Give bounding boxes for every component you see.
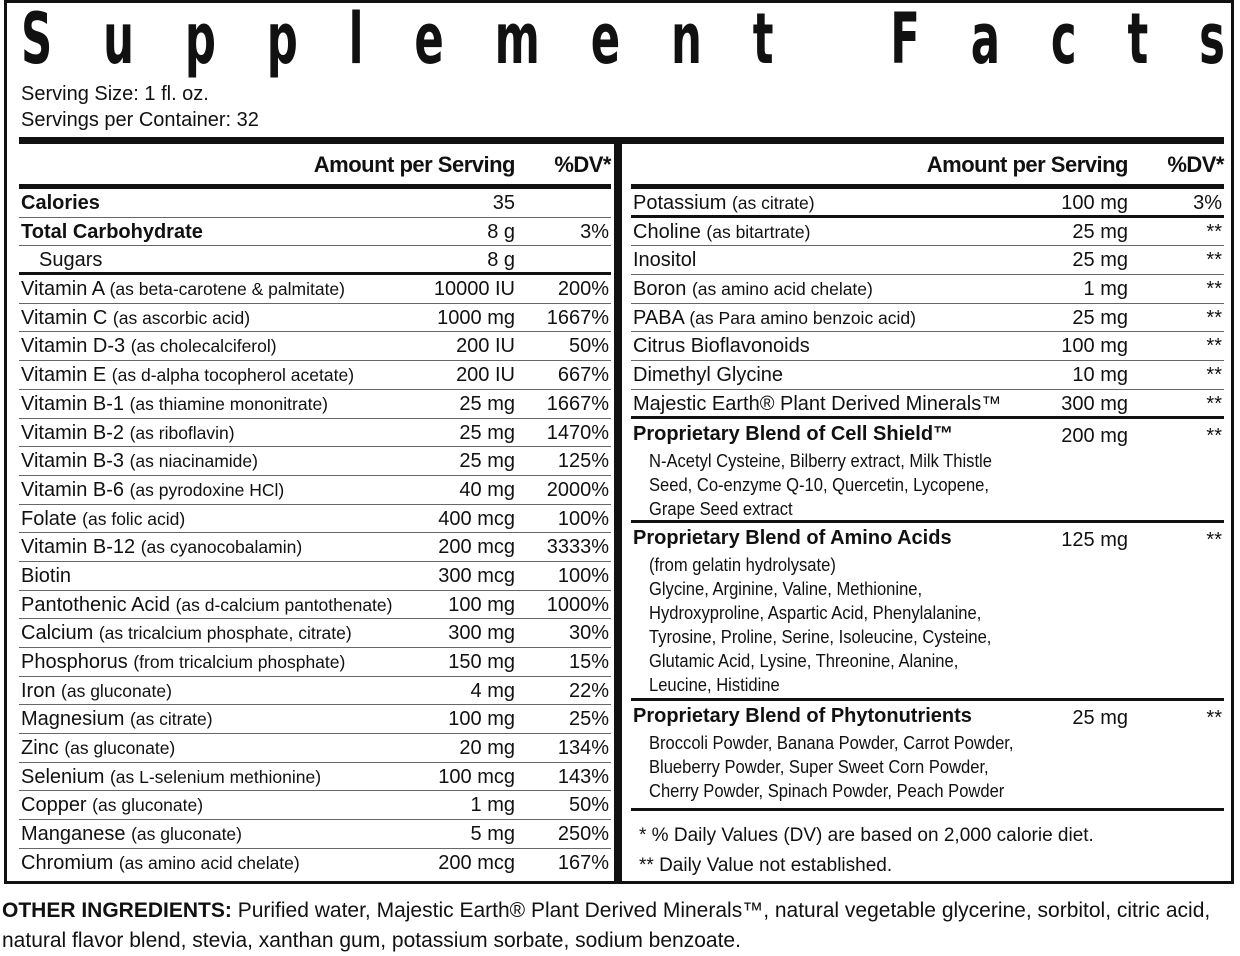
nutrient-row xyxy=(19,734,611,763)
nutrient-name xyxy=(633,307,916,330)
nutrient-dv: 134% xyxy=(557,737,609,760)
nutrient-amount: 25 mg xyxy=(459,421,515,444)
other-ingredients xyxy=(2,896,1238,956)
blend-block xyxy=(631,523,1224,701)
panel-title xyxy=(21,0,1225,79)
nutrient-dv: 3% xyxy=(1193,192,1222,214)
nutrient-source: (as niacinamide) xyxy=(129,451,258,472)
nutrient-row xyxy=(631,390,1224,419)
title-letter: e xyxy=(590,0,621,80)
nutrient-label: Sugars xyxy=(39,249,103,272)
nutrient-amount: 1 mg xyxy=(1083,278,1128,301)
nutrient-amount: 100 mg xyxy=(1061,192,1128,214)
left-column-header xyxy=(19,144,611,184)
blend-block xyxy=(631,701,1224,811)
nutrient-source: (as L-selenium methionine) xyxy=(109,766,322,787)
nutrient-name xyxy=(633,393,1001,416)
blend-ingredients: Leucine, Histidine xyxy=(649,674,780,695)
title-letter: a xyxy=(970,0,1001,80)
nutrient-name xyxy=(633,364,783,387)
nutrient-row xyxy=(631,189,1224,218)
nutrient-dv: 50% xyxy=(568,794,609,817)
blend-ingredients: N-Acetyl Cysteine, Bilberry extract, Milk Thistle xyxy=(649,450,992,471)
nutrient-dv: ** xyxy=(1206,392,1222,415)
nutrient-label: Inositol xyxy=(633,249,697,272)
nutrient-row xyxy=(19,677,611,706)
nutrient-amount: 300 mg xyxy=(448,622,515,645)
nutrient-row xyxy=(631,246,1224,275)
footnote-dv: * % Daily Values (DV) are based on 2,000 calorie diet. xyxy=(639,825,1094,846)
title-letter: m xyxy=(494,0,540,80)
other-ingredients-text: Purified water, Majestic Earth® Plant Derived Minerals™, natural vegetable glycerine, sorbitol, citric acid, natural flavor blend, stevia, xanthan gum, potassium sorbate, sodium benzoate. xyxy=(2,899,1211,952)
nutrient-label: Vitamin E xyxy=(21,364,107,387)
nutrient-label: Majestic Earth® Plant Derived Minerals™ xyxy=(633,392,1002,415)
nutrient-amount: 200 mcg xyxy=(438,851,515,874)
nutrient-amount: 5 mg xyxy=(470,823,515,846)
nutrient-label: Vitamin B-6 xyxy=(21,478,125,501)
nutrient-label: Zinc xyxy=(21,737,59,760)
nutrient-label: Calories xyxy=(21,192,100,214)
nutrient-source: (as Para amino benzoic acid) xyxy=(689,307,916,328)
nutrient-dv: ** xyxy=(1206,278,1222,301)
nutrient-source: (as amino acid chelate) xyxy=(691,279,873,300)
right-column xyxy=(631,144,1224,811)
blend-name: Proprietary Blend of Cell Shield™ xyxy=(633,422,954,445)
nutrient-name xyxy=(21,307,250,330)
nutrient-row xyxy=(19,849,611,878)
nutrient-row xyxy=(19,533,611,562)
nutrient-dv: 167% xyxy=(557,851,609,874)
nutrient-amount: 100 mcg xyxy=(438,765,515,788)
nutrient-amount: 100 mg xyxy=(1061,335,1128,358)
nutrient-amount: 300 mcg xyxy=(438,564,515,587)
nutrient-name xyxy=(21,737,175,760)
nutrient-dv: 1000% xyxy=(546,593,609,616)
nutrient-label: Potassium xyxy=(633,192,727,214)
nutrient-name xyxy=(21,852,300,875)
nutrient-dv: 1470% xyxy=(546,421,609,444)
nutrient-amount: 25 mg xyxy=(1072,306,1128,329)
nutrient-amount: 40 mg xyxy=(459,478,515,501)
nutrient-amount: 8 g xyxy=(487,249,515,272)
nutrient-amount: 10 mg xyxy=(1072,364,1128,387)
nutrient-dv: 50% xyxy=(568,335,609,358)
nutrient-source: (as d-calcium pantothenate) xyxy=(175,594,393,615)
nutrient-dv: 667% xyxy=(557,364,609,387)
nutrient-row xyxy=(19,246,611,275)
nutrient-row xyxy=(19,332,611,361)
nutrient-label: Vitamin D-3 xyxy=(21,335,126,358)
servings-per-container: Servings per Container: 32 xyxy=(21,109,259,131)
blend-ingredients: Broccoli Powder, Banana Powder, Carrot Powder, xyxy=(649,732,1014,753)
nutrient-dv: 250% xyxy=(557,823,609,846)
nutrient-label: Phosphorus xyxy=(21,651,128,673)
column-divider xyxy=(614,141,622,881)
nutrient-name xyxy=(21,221,203,244)
right-column-header xyxy=(631,144,1224,184)
nutrient-amount: 200 IU xyxy=(456,335,515,358)
nutrient-amount: 400 mcg xyxy=(438,507,515,530)
nutrient-name xyxy=(21,651,345,674)
nutrient-row xyxy=(631,332,1224,361)
nutrient-dv: ** xyxy=(1206,220,1222,243)
nutrient-label: Pantothenic Acid xyxy=(21,593,170,616)
nutrient-source: (as riboflavin) xyxy=(129,422,235,443)
nutrient-row xyxy=(19,275,611,304)
nutrient-dv: 25% xyxy=(568,708,609,731)
nutrient-row xyxy=(19,562,611,591)
title-letter xyxy=(824,0,839,80)
nutrient-row xyxy=(19,705,611,734)
nutrient-name xyxy=(21,823,242,846)
blend-ingredients: (from gelatin hydrolysate) xyxy=(649,554,836,575)
nutrient-dv: 3% xyxy=(580,220,609,243)
nutrient-label: Total Carbohydrate xyxy=(21,220,203,243)
nutrient-amount: 25 mg xyxy=(459,392,515,415)
nutrient-dv: 143% xyxy=(557,765,609,788)
nutrient-row xyxy=(19,189,611,218)
nutrient-amount: 35 xyxy=(492,192,515,214)
blend-ingredients: Tyrosine, Proline, Serine, Isoleucine, Cysteine, xyxy=(649,626,992,647)
blend-ingredients: Seed, Co-enzyme Q-10, Quercetin, Lycopene, xyxy=(649,474,989,495)
nutrient-name xyxy=(21,708,213,731)
nutrient-source: (as ascorbic acid) xyxy=(112,307,251,328)
footnote-not-established: ** Daily Value not established. xyxy=(639,855,893,876)
title-letter: e xyxy=(414,0,444,80)
nutrient-row xyxy=(19,476,611,505)
blend-name: Proprietary Blend of Phytonutrients xyxy=(633,704,972,727)
title-letter: p xyxy=(266,0,298,80)
nutrient-row xyxy=(19,591,611,620)
nutrient-label: Citrus Bioflavonoids xyxy=(633,335,810,358)
nutrient-dv: ** xyxy=(1206,335,1222,358)
nutrient-dv: ** xyxy=(1206,249,1222,272)
serving-size: Serving Size: 1 fl. oz. xyxy=(21,83,209,105)
nutrient-name xyxy=(21,766,321,789)
nutrient-source: (as beta-carotene & palmitate) xyxy=(109,279,345,300)
other-ingredients-label: OTHER INGREDIENTS: xyxy=(2,899,232,922)
nutrient-name xyxy=(21,508,185,531)
nutrient-dv: 100% xyxy=(557,564,609,587)
nutrient-label: Biotin xyxy=(21,564,72,587)
nutrient-row xyxy=(19,505,611,534)
nutrient-amount: 20 mg xyxy=(459,737,515,760)
nutrient-name xyxy=(21,794,203,817)
nutrient-dv: 30% xyxy=(568,622,609,645)
nutrient-name xyxy=(633,192,815,215)
left-nutrient-list xyxy=(19,189,611,878)
nutrient-dv: 3333% xyxy=(546,536,609,559)
nutrient-amount: 200 mcg xyxy=(438,536,515,559)
title-letter: s xyxy=(1199,0,1225,80)
blend-ingredients: Cherry Powder, Spinach Powder, Peach Powder xyxy=(649,780,1005,801)
nutrient-name xyxy=(633,249,696,272)
nutrient-source: (as tricalcium phosphate, citrate) xyxy=(98,623,352,644)
nutrient-row xyxy=(19,304,611,333)
nutrient-source: (as amino acid chelate) xyxy=(118,852,300,873)
left-column xyxy=(19,144,611,878)
dv-header: %DV* xyxy=(1167,152,1224,177)
nutrient-row xyxy=(19,791,611,820)
nutrient-name xyxy=(21,565,71,588)
blend-dv: ** xyxy=(1206,424,1222,447)
blend-block xyxy=(631,419,1224,523)
nutrient-source: (as d-alpha tocopherol acetate) xyxy=(111,365,355,386)
nutrient-dv: 200% xyxy=(557,278,609,301)
nutrient-source: (from tricalcium phosphate) xyxy=(133,652,346,672)
nutrient-amount: 100 mg xyxy=(448,708,515,731)
nutrient-source: (as pyrodoxine HCl) xyxy=(129,479,285,500)
nutrient-name xyxy=(21,364,354,387)
nutrient-label: Vitamin B-3 xyxy=(21,450,125,473)
nutrient-row xyxy=(19,619,611,648)
nutrient-label: Vitamin A xyxy=(21,278,105,301)
title-letter: t xyxy=(752,0,774,80)
nutrient-amount: 25 mg xyxy=(459,450,515,473)
nutrient-dv: 15% xyxy=(568,651,609,673)
nutrient-name xyxy=(39,249,102,272)
nutrient-dv: ** xyxy=(1206,364,1222,387)
nutrient-source: (as cholecalciferol) xyxy=(130,336,277,357)
nutrient-dv: 1667% xyxy=(546,306,609,329)
blend-ingredients: Grape Seed extract xyxy=(649,498,793,519)
nutrient-amount: 4 mg xyxy=(470,679,515,702)
nutrient-row xyxy=(631,304,1224,333)
nutrient-amount: 10000 IU xyxy=(433,278,515,301)
nutrient-name xyxy=(21,278,345,301)
nutrient-row xyxy=(19,390,611,419)
nutrient-source: (as gluconate) xyxy=(131,824,242,845)
nutrient-amount: 1000 mg xyxy=(437,306,515,329)
title-letter: t xyxy=(1127,0,1149,80)
nutrient-source: (as cyanocobalamin) xyxy=(140,537,303,558)
nutrient-name xyxy=(21,680,172,703)
title-letter: c xyxy=(1050,0,1077,80)
nutrient-row xyxy=(19,218,611,247)
nutrient-row xyxy=(19,419,611,448)
blend-ingredients: Blueberry Powder, Super Sweet Corn Powder, xyxy=(649,756,989,777)
nutrient-name xyxy=(21,536,302,559)
nutrient-row xyxy=(631,361,1224,390)
nutrient-name xyxy=(633,278,873,301)
nutrient-amount: 200 IU xyxy=(456,364,515,387)
nutrient-row xyxy=(19,447,611,476)
blend-ingredients: Glutamic Acid, Lysine, Threonine, Alanine, xyxy=(649,650,959,671)
nutrient-label: Vitamin B-1 xyxy=(21,392,125,415)
blend-ingredients: Glycine, Arginine, Valine, Methionine, xyxy=(649,578,923,599)
nutrient-amount: 150 mg xyxy=(448,651,515,673)
title-letter: n xyxy=(671,0,702,80)
blend-dv: ** xyxy=(1206,528,1222,551)
title-letter: F xyxy=(890,0,920,80)
nutrient-row xyxy=(631,275,1224,304)
nutrient-name xyxy=(21,393,328,416)
nutrient-label: Copper xyxy=(21,794,87,817)
nutrient-name xyxy=(21,335,277,358)
nutrient-dv: 1667% xyxy=(546,392,609,415)
nutrient-name xyxy=(21,622,352,645)
nutrient-source: (as citrate) xyxy=(731,193,815,213)
nutrient-label: Folate xyxy=(21,507,77,530)
nutrient-label: Chromium xyxy=(21,851,114,874)
nutrient-name xyxy=(21,192,100,215)
title-letter: l xyxy=(348,0,364,80)
title-letter: u xyxy=(103,0,135,80)
nutrient-amount: 8 g xyxy=(487,220,515,243)
nutrient-name xyxy=(633,335,810,358)
nutrient-label: Calcium xyxy=(21,622,94,645)
title-letter: p xyxy=(184,0,216,80)
nutrient-label: Vitamin B-2 xyxy=(21,421,125,444)
nutrient-label: Manganese xyxy=(21,823,126,846)
nutrient-row xyxy=(19,361,611,390)
nutrient-source: (as bitartrate) xyxy=(706,221,811,242)
nutrient-source: (as citrate) xyxy=(129,709,213,730)
nutrient-row xyxy=(19,820,611,849)
blend-dv: ** xyxy=(1206,706,1222,729)
nutrient-source: (as gluconate) xyxy=(92,795,204,816)
title-letter: S xyxy=(21,0,53,80)
nutrient-label: Iron xyxy=(21,679,56,702)
nutrient-row xyxy=(19,648,611,677)
nutrient-label: Boron xyxy=(633,278,687,301)
blend-amount: 200 mg xyxy=(1061,424,1128,447)
amount-header: Amount per Serving xyxy=(926,152,1128,177)
nutrient-label: Dimethyl Glycine xyxy=(633,364,784,387)
nutrient-source: (as folic acid) xyxy=(82,508,186,529)
dv-header: %DV* xyxy=(554,152,611,177)
nutrient-source: (as gluconate) xyxy=(61,680,172,701)
proprietary-blends xyxy=(631,419,1224,811)
blend-amount: 25 mg xyxy=(1072,706,1128,729)
nutrient-name xyxy=(21,450,258,473)
nutrient-dv: 22% xyxy=(568,679,609,702)
nutrient-dv: 100% xyxy=(557,507,609,530)
nutrient-label: Magnesium xyxy=(21,708,125,731)
blend-ingredients: Hydroxyproline, Aspartic Acid, Phenylalanine, xyxy=(649,602,982,623)
nutrient-amount: 300 mg xyxy=(1061,392,1128,415)
right-nutrient-list xyxy=(631,189,1224,419)
blend-amount: 125 mg xyxy=(1061,528,1128,551)
nutrient-name xyxy=(21,594,392,617)
nutrient-label: PABA xyxy=(633,306,684,329)
nutrient-label: Selenium xyxy=(21,765,105,788)
blend-name: Proprietary Blend of Amino Acids xyxy=(633,526,952,549)
nutrient-name xyxy=(633,221,810,244)
nutrient-name xyxy=(21,422,235,445)
nutrient-amount: 100 mg xyxy=(448,593,515,616)
nutrient-dv: 2000% xyxy=(546,478,609,501)
nutrient-name xyxy=(21,479,284,502)
nutrient-row xyxy=(631,218,1224,247)
nutrient-dv: 125% xyxy=(557,450,609,473)
nutrient-source: (as thiamine mononitrate) xyxy=(129,393,328,414)
nutrient-amount: 25 mg xyxy=(1072,220,1128,243)
nutrient-source: (as gluconate) xyxy=(64,738,176,759)
nutrient-amount: 25 mg xyxy=(1072,249,1128,272)
nutrient-amount: 1 mg xyxy=(470,794,515,817)
nutrient-label: Vitamin C xyxy=(21,306,108,329)
nutrient-row xyxy=(19,763,611,792)
nutrient-dv: ** xyxy=(1206,306,1222,329)
nutrient-label: Choline xyxy=(633,220,701,243)
nutrient-label: Vitamin B-12 xyxy=(21,536,136,559)
amount-header: Amount per Serving xyxy=(313,152,515,177)
supplement-facts-panel xyxy=(4,0,1234,884)
